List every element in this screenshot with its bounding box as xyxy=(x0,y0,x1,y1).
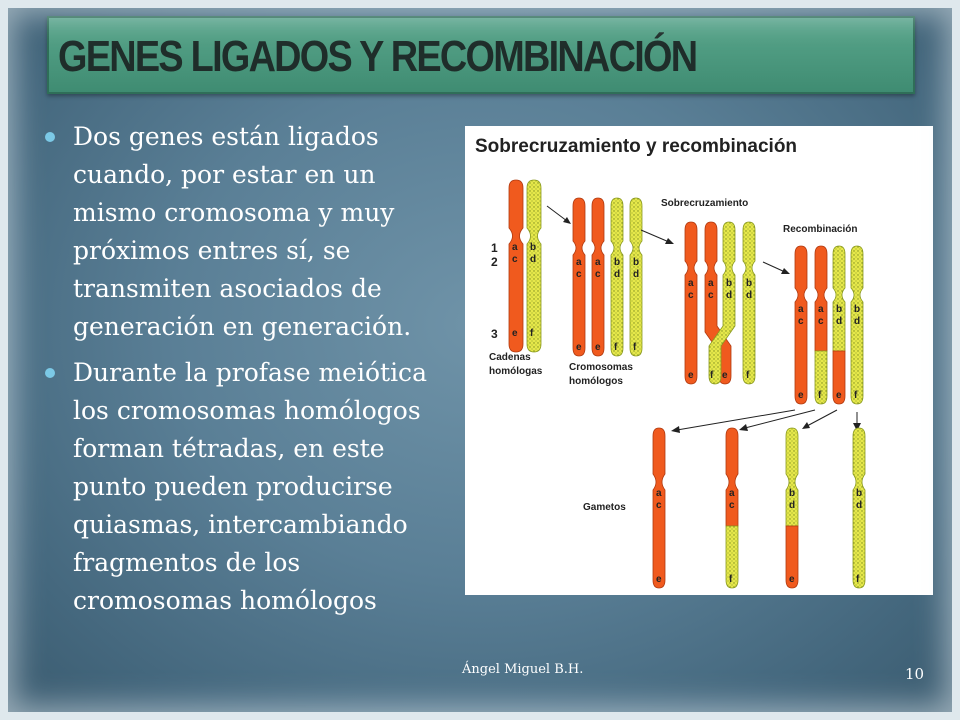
bullet-text: Dos genes están ligados cuando, por estar en un mismo cromosoma y muy próximos entres sí, se transmiten asociados de generación en generación. xyxy=(73,122,412,341)
allele-label: d xyxy=(530,254,537,265)
allele-label: e xyxy=(595,342,601,353)
allele-label: e xyxy=(656,574,662,585)
allele-label: e xyxy=(512,328,518,339)
allele-label: c xyxy=(656,500,662,511)
arrow-icon xyxy=(802,410,837,429)
allele-label: f xyxy=(856,574,860,585)
allele-label: d xyxy=(746,290,753,301)
arrow-icon xyxy=(763,262,790,274)
row-number: 2 xyxy=(491,255,498,269)
allele-label: b xyxy=(746,278,753,289)
allele-label: b xyxy=(836,304,843,315)
allele-label: c xyxy=(708,290,714,301)
bullet-item xyxy=(45,354,465,620)
label-cadenas: Cadenas xyxy=(489,352,531,363)
allele-label: f xyxy=(614,342,618,353)
allele-label: a xyxy=(688,278,694,289)
allele-label: c xyxy=(595,269,601,280)
allele-label: a xyxy=(798,304,804,315)
allele-label: e xyxy=(722,370,728,381)
gamete-chromosomes xyxy=(653,428,865,588)
allele-label: d xyxy=(789,500,796,511)
row-number: 1 xyxy=(491,241,498,255)
allele-label: f xyxy=(746,370,750,381)
arrow-icon xyxy=(547,206,571,224)
label-homologos: homólogos xyxy=(569,376,623,387)
allele-label: a xyxy=(512,242,518,253)
allele-label: a xyxy=(576,257,582,268)
arrow-icon xyxy=(641,230,674,244)
slide-title: GENES LIGADOS Y RECOMBINACIÓN xyxy=(58,32,697,81)
bullet-text: Durante la profase meiótica los cromosomas homólogos forman tétradas, en este punto pueden producirse quiasmas, intercambiando fragmentos de los cromosomas homólogos xyxy=(73,358,427,615)
footer-author: Ángel Miguel B.H. xyxy=(462,662,584,677)
allele-label: e xyxy=(576,342,582,353)
bullet-item xyxy=(45,118,465,346)
row-number: 3 xyxy=(491,327,498,341)
label-sobrecruzamiento: Sobrecruzamiento xyxy=(661,198,749,209)
allele-label: b xyxy=(530,242,537,253)
allele-label: b xyxy=(726,278,733,289)
allele-label: c xyxy=(818,316,824,327)
allele-label: a xyxy=(656,488,662,499)
allele-label: f xyxy=(729,574,733,585)
allele-label: c xyxy=(576,269,582,280)
allele-label: e xyxy=(836,390,842,401)
chromosome-recombined xyxy=(795,246,863,404)
allele-label: d xyxy=(633,269,640,280)
bullet-dot-icon xyxy=(45,132,55,142)
allele-label: b xyxy=(789,488,796,499)
label-gametos: Gametos xyxy=(583,502,626,513)
allele-label: b xyxy=(856,488,863,499)
allele-label: a xyxy=(818,304,824,315)
allele-label: f xyxy=(530,328,534,339)
allele-label: d xyxy=(726,290,733,301)
allele-label: e xyxy=(798,390,804,401)
allele-label: a xyxy=(595,257,601,268)
allele-label: c xyxy=(512,254,518,265)
allele-label: f xyxy=(710,370,714,381)
allele-label: f xyxy=(854,390,858,401)
label-recombinacion: Recombinación xyxy=(783,224,858,235)
allele-label: c xyxy=(798,316,804,327)
page-number: 10 xyxy=(905,665,925,683)
allele-label: b xyxy=(854,304,861,315)
label-cromosomas: Cromosomas xyxy=(569,362,633,373)
allele-label: e xyxy=(789,574,795,585)
allele-label: d xyxy=(856,500,863,511)
allele-label: e xyxy=(688,370,694,381)
diagram-title: Sobrecruzamiento y recombinación xyxy=(475,136,798,157)
allele-label: c xyxy=(729,500,735,511)
allele-label: d xyxy=(854,316,861,327)
allele-label: f xyxy=(633,342,637,353)
bullet-dot-icon xyxy=(45,368,55,378)
chromosome-tetrad xyxy=(573,198,642,356)
allele-label: d xyxy=(614,269,621,280)
label-homologas: homólogas xyxy=(489,366,543,377)
chromosome-pair-homologous xyxy=(509,180,541,352)
allele-label: d xyxy=(836,316,843,327)
allele-label: a xyxy=(729,488,735,499)
allele-label: b xyxy=(614,257,621,268)
allele-label: a xyxy=(708,278,714,289)
recombination-diagram xyxy=(465,126,933,595)
chromosome-crossover xyxy=(685,222,755,384)
allele-label: c xyxy=(688,290,694,301)
allele-label: f xyxy=(818,390,822,401)
allele-label: b xyxy=(633,257,640,268)
bullet-list xyxy=(45,118,465,628)
